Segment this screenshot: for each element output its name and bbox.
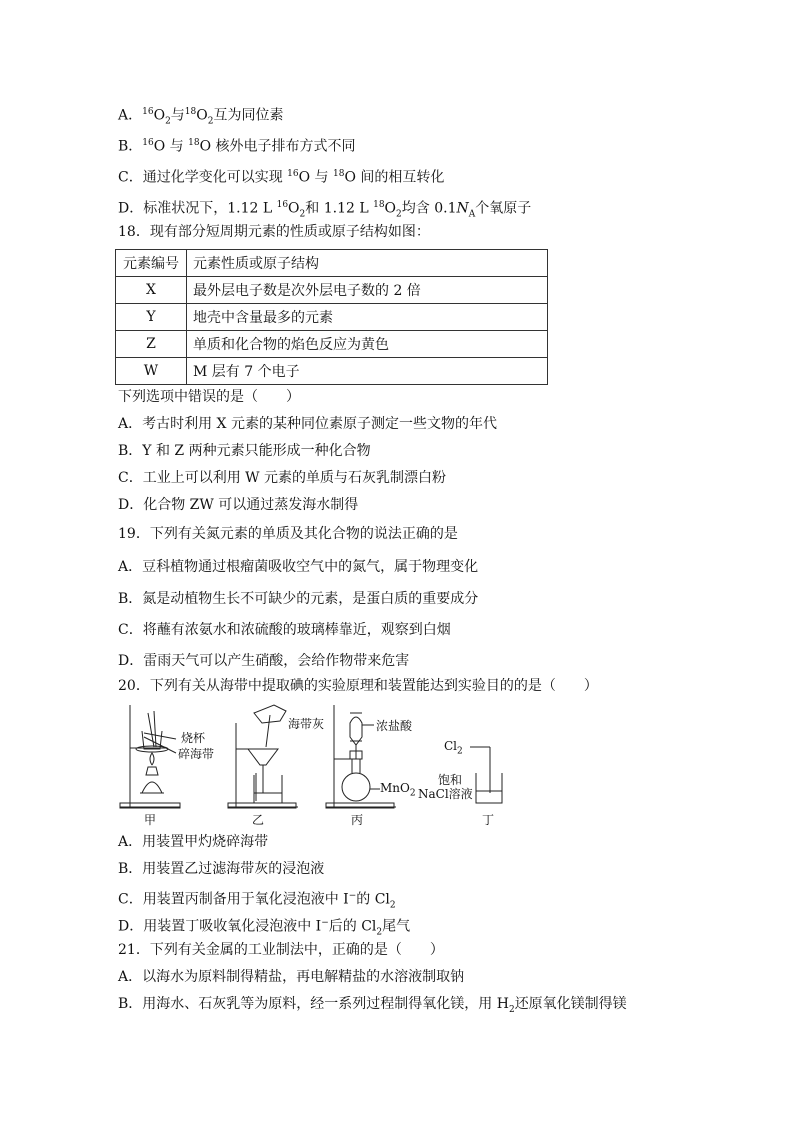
label-saturated: 饱和 (438, 773, 463, 787)
q19-option-d: D．雷雨天气可以产生硝酸，会给作物带来危害 (118, 653, 410, 669)
table-row (116, 358, 548, 385)
table-header-cell: 元素编号 (116, 250, 187, 277)
table-header-cell: 元素性质或原子结构 (187, 250, 548, 277)
q17-option-a: A．$^{16}O_2$与$^{18}O_2$互为同位素 (118, 107, 284, 127)
q18-option-d: D．化合物 ZW 可以通过蒸发海水制得 (118, 497, 359, 513)
q20-stem: 20．下列有关从海带中提取碘的实验原理和装置能达到实验目的的是（ ） (118, 678, 598, 694)
label-mno2: MnO$_2$ (380, 781, 416, 799)
label-ash: 海带灰 (288, 717, 325, 731)
table-row (116, 277, 548, 304)
q21-stem: 21．下列有关金属的工业制法中，正确的是（ ） (118, 942, 444, 958)
q18-option-c: C．工业上可以利用 W 元素的单质与石灰乳制漂白粉 (118, 470, 447, 486)
label-beaker: 烧杯 (181, 731, 206, 745)
q21-option-b: B．用海水、石灰乳等为原料，经一系列过程制得氧化镁，用 $H_2$还原氧化镁制得镁 (118, 996, 627, 1015)
table-row (116, 304, 548, 331)
label-jia: 甲 (144, 813, 157, 827)
label-yi: 乙 (252, 813, 265, 827)
q17-option-d: D．标准状况下，1.12 L $^{16}O_2$和 1.12 L $^{18}O_2$均含 $0.1N_A$个氧原子 (118, 200, 532, 220)
q18-stem: 18．现有部分短周期元素的性质或原子结构如图： (118, 224, 430, 240)
q20-option-c: C．用装置丙制备用于氧化浸泡液中 I−的 $Cl_2$ (118, 891, 396, 911)
table-row (116, 331, 548, 358)
q21-option-a: A．以海水为原料制得精盐，再电解精盐的水溶液制取钠 (118, 969, 465, 985)
q19-option-c: C．将蘸有浓氨水和浓硫酸的玻璃棒靠近，观察到白烟 (118, 622, 451, 638)
q17-option-c: C．通过化学变化可以实现 $^{16}$O 与 $^{18}$O 间的相互转化 (118, 169, 445, 186)
element-table (115, 249, 548, 385)
label-nacl: NaCl溶液 (418, 787, 473, 801)
apparatus-ding (470, 747, 502, 803)
table-cell: 最外层电子数是次外层电子数的 2 倍 (187, 277, 548, 304)
q19-option-b: B．氮是动植物生长不可缺少的元素，是蛋白质的重要成分 (118, 591, 479, 607)
q20-option-a: A．用装置甲灼烧碎海带 (118, 834, 269, 850)
q17-option-b: B．$^{16}$O 与 $^{18}$O 核外电子排布方式不同 (118, 138, 356, 155)
label-ding: 丁 (482, 813, 495, 827)
label-seaweed: 碎海带 (178, 747, 215, 761)
table-cell: 地壳中含量最多的元素 (187, 304, 548, 331)
table-cell: 单质和化合物的焰色反应为黄色 (187, 331, 548, 358)
table-cell: Y (116, 304, 187, 331)
table-cell: W (116, 358, 187, 385)
q19-stem: 19．下列有关氮元素的单质及其化合物的说法正确的是 (118, 526, 458, 542)
label-cl2: $Cl_2$ (444, 739, 463, 757)
q20-option-b: B．用装置乙过滤海带灰的浸泡液 (118, 861, 325, 877)
q19-option-a: A．豆科植物通过根瘤菌吸收空气中的氮气，属于物理变化 (118, 559, 479, 575)
table-cell: M 层有 7 个电子 (187, 358, 548, 385)
label-hcl: 浓盐酸 (376, 719, 413, 733)
label-bing: 丙 (351, 813, 364, 827)
apparatus-figure (118, 703, 508, 827)
apparatus-jia (120, 705, 180, 808)
q18-option-a: A．考古时利用 X 元素的某种同位素原子测定一些文物的年代 (118, 416, 497, 432)
table-cell: Z (116, 331, 187, 358)
table-header-row (116, 250, 548, 277)
q20-option-d: D．用装置丁吸收氧化浸泡液中 I−后的 $Cl_2$尾气 (118, 918, 411, 938)
table-cell: X (116, 277, 187, 304)
q18-question: 下列选项中错误的是（ ） (118, 389, 300, 405)
q18-option-b: B．Y 和 Z 两种元素只能形成一种化合物 (118, 443, 371, 459)
